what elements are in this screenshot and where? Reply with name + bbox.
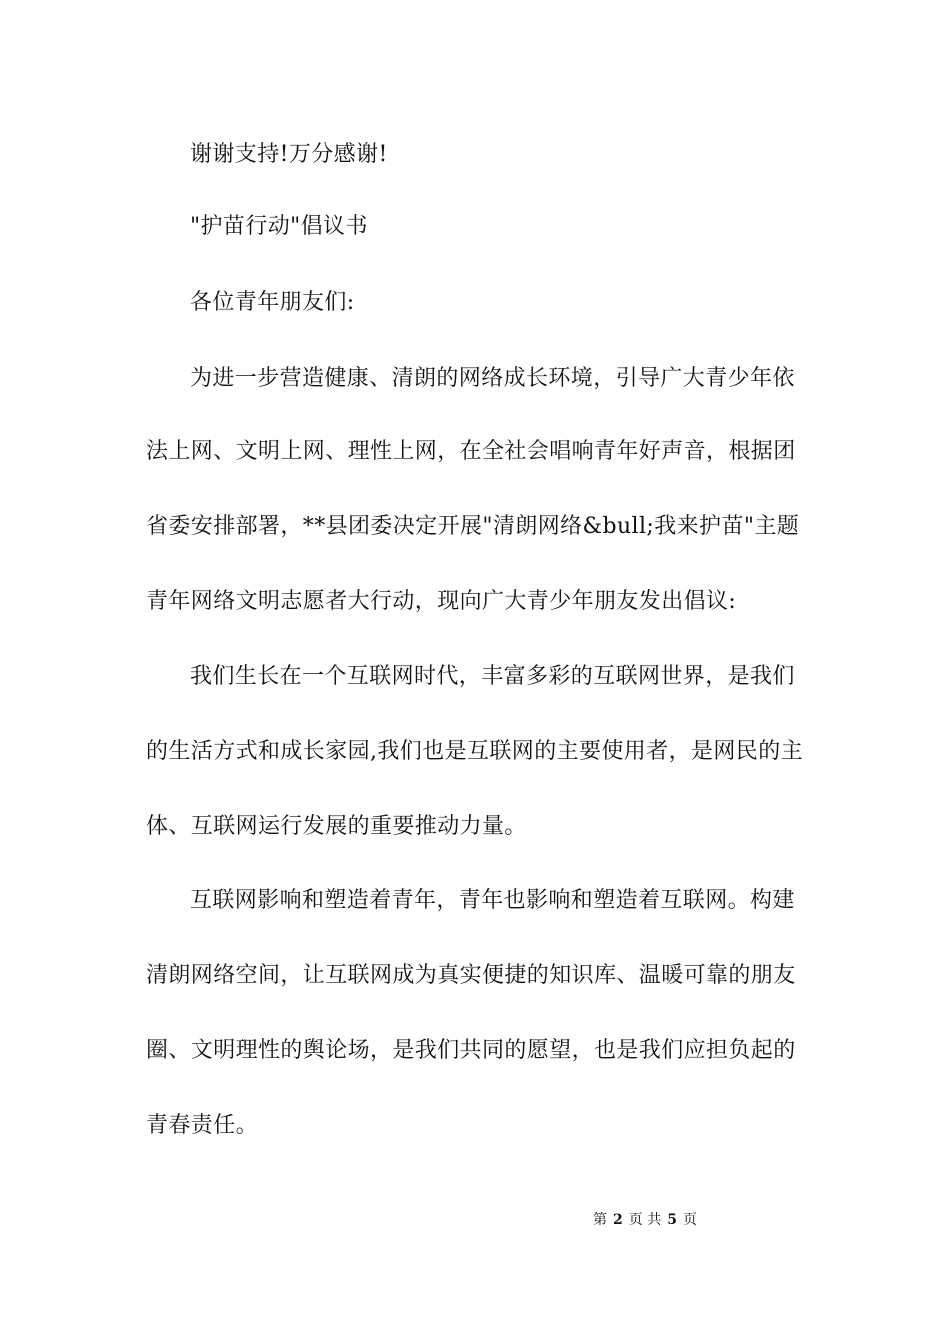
page-prefix: 第 [593,1212,607,1228]
paragraph-line-13: 圈、文明理性的舆论场，是我们共同的愿望，也是我们应担负起的 [146,1038,796,1063]
paragraph-line-1: 谢谢支持!万分感谢! [190,142,388,167]
paragraph-line-11: 互联网影响和塑造着青年，青年也影响和塑造着互联网。构建 [190,888,795,913]
paragraph-line-14: 青春责任。 [146,1113,259,1138]
paragraph-line-4: 为进一步营造健康、清朗的网络成长环境，引导广大青少年依 [190,366,795,391]
paragraph-line-3: 各位青年朋友们: [190,290,355,315]
page-number [593,1210,697,1230]
total-pages-number: 5 [667,1212,677,1228]
paragraph-line-10: 体、互联网运行发展的重要推动力量。 [146,814,527,839]
paragraph-line-12: 清朗网络空间，让互联网成为真实便捷的知识库、温暖可靠的朋友 [146,963,796,988]
current-page-number: 2 [613,1212,623,1228]
paragraph-line-8: 我们生长在一个互联网时代，丰富多彩的互联网世界，是我们 [190,664,795,689]
paragraph-line-2: "护苗行动"倡议书 [190,214,368,239]
page-middle: 页 共 [628,1212,662,1228]
paragraph-line-7: 青年网络文明志愿者大行动，现向广大青少年朋友发出倡议: [146,589,737,614]
paragraph-line-6: 省委安排部署，**县团委决定开展"清朗网络&bull;我来护苗"主题 [146,514,800,539]
paragraph-line-5: 法上网、文明上网、理性上网，在全社会唱响青年好声音，根据团 [146,439,796,464]
page-suffix: 页 [682,1212,697,1228]
paragraph-line-9: 的生活方式和成长家园,我们也是互联网的主要使用者，是网民的主 [146,739,803,764]
